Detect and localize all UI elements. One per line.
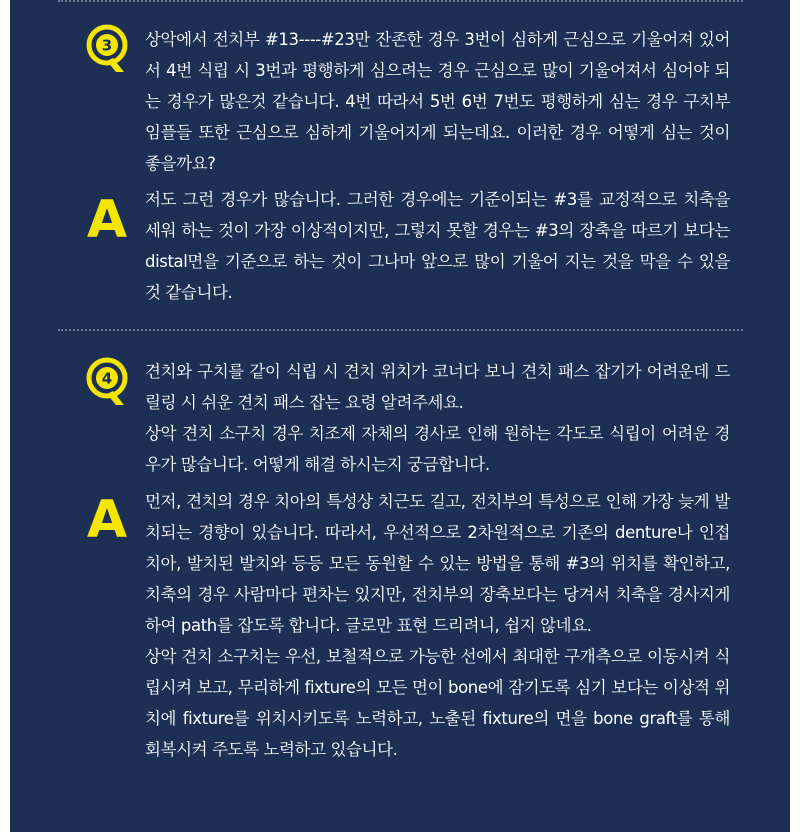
- answer-4-text: [145, 486, 730, 765]
- answer-4-paragraph-2: 상악 견치 소구치는 우선, 보철적으로 가능한 선에서 최대한 구개측으로 이동시켜 식립시켜 보고, 무리하게 fixture의 모든 면이 bone에 잠기도록 심기 보다는 이상적 위치에 fixture를 위치시키도록 노력하고, 노출된 fixture의 면을 bone graft를 통해 회복시켜 주도록 노력하고 있습니다.: [145, 647, 730, 759]
- divider-middle: [58, 329, 743, 331]
- answer-3-icon: A: [86, 190, 128, 250]
- question-4-number: 4: [101, 369, 113, 388]
- question-4-text: [145, 356, 730, 480]
- question-4-paragraph-2: 상악 견치 소구치 경우 치조제 자체의 경사로 인해 원하는 각도로 식립이 어려운 경우가 많습니다. 어떻게 해결 하시는지 궁금합니다.: [145, 424, 730, 474]
- question-4-icon: [86, 357, 128, 409]
- question-4-paragraph-1: 견치와 구치를 같이 식립 시 견치 위치가 코너다 보니 견치 패스 잡기가 어려운데 드릴링 시 쉬운 견치 패스 잡는 요령 알려주세요.: [145, 362, 730, 412]
- divider-top: [58, 0, 743, 2]
- answer-4-paragraph-1: 먼저, 견치의 경우 치아의 특성상 치근도 길고, 전치부의 특성으로 인해 가장 늦게 발치되는 경향이 있습니다. 따라서, 우선적으로 2차원적으로 기존의 denture나 인접치아, 발치된 발치와 등등 모든 동원할 수 있는 방법을 통해 #3의 위치를 확인하고, 치축의 경우 사람마다 편차는 있지만, 전치부의 장축보다는 당겨서 치축을 경사지게 하여 path를 잡도록 합니다. 글로만 표현 드리려니, 쉽지 않네요.: [145, 492, 730, 635]
- answer-3-text: [145, 184, 730, 308]
- question-3-number: 3: [101, 36, 113, 55]
- question-3-paragraph: 상악에서 전치부 #13----#23만 잔존한 경우 3번이 심하게 근심으로 기울어져 있어서 4번 식립 시 3번과 평행하게 심으려는 경우 근심으로 많이 기울어져서 심어야 되는 경우가 많은것 같습니다. 4번 따라서 5번 6번 7번도 평행하게 심는 경우 구치부 임플들 또한 근심으로 심하게 기울어지게 되는데요. 이러한 경우 어떻게 심는 것이 좋을까요?: [145, 30, 730, 173]
- answer-4-icon: A: [86, 490, 128, 550]
- question-3-text: [145, 24, 730, 179]
- question-3-icon: [86, 24, 128, 76]
- answer-3-paragraph: 저도 그런 경우가 많습니다. 그러한 경우에는 기준이되는 #3를 교정적으로 치축을 세워 하는 것이 가장 이상적이지만, 그렇지 못할 경우는 #3의 장축을 따르기 보다는 distal면을 기준으로 하는 것이 그나마 앞으로 많이 기울어 지는 것을 막을 수 있을 것 같습니다.: [145, 190, 730, 302]
